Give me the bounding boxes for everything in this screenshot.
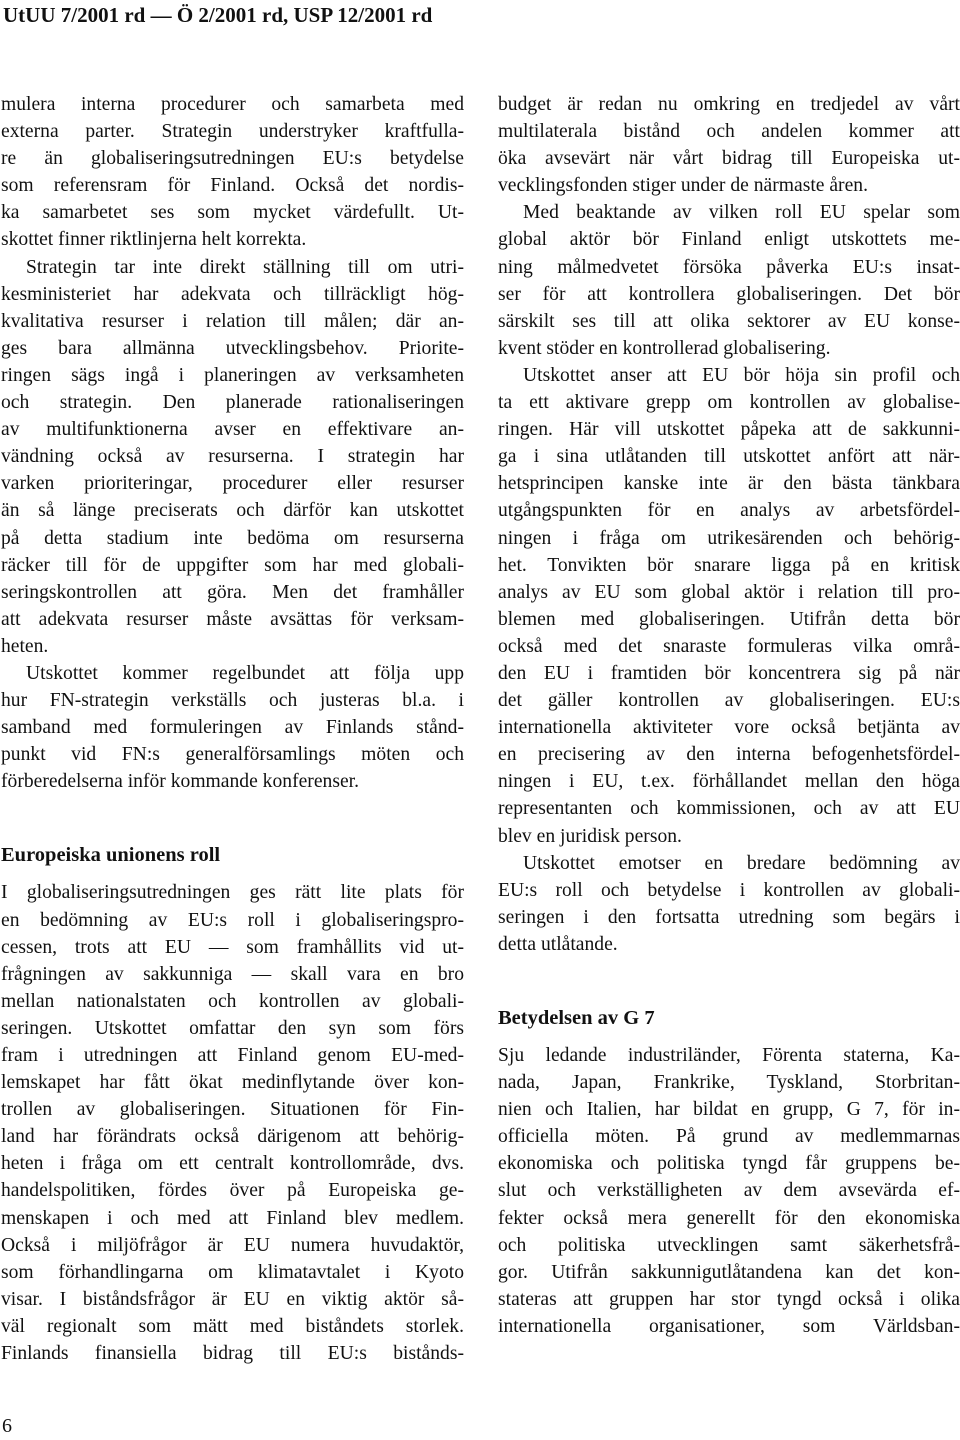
text-line: räcker till för de uppgifter som har med globali-	[1, 554, 464, 576]
text-line: blev en juridisk person.	[498, 825, 682, 847]
text-line: seringskontrollen att göra. Men det framhåller	[1, 581, 464, 603]
text-line: utgångspunkten för en analys av arbetsfördel-	[498, 500, 960, 522]
text-line: menskapen i och med att Finland blev medlem.	[1, 1207, 464, 1229]
text-line: Utskottet anser att EU bör höja sin profil och	[523, 364, 960, 386]
text-line: heten.	[1, 635, 49, 657]
text-line: trollen av globaliseringen. Situationen för Fin-	[1, 1099, 464, 1121]
text-line: externa parter. Strategin understryker kraftfulla-	[1, 121, 464, 143]
text-line: het. Tonvikten bör snarare ligga på en kritisk	[498, 554, 960, 576]
text-line: ringen. Här vill utskottet påpeka att de sakkunni-	[498, 419, 960, 441]
left-paragraph-3	[1, 660, 464, 795]
text-line: en bedömning av EU:s roll i globaliseringspro-	[1, 909, 464, 931]
text-line: ka samarbetet ses som mycket värdefullt. Ut-	[1, 202, 464, 224]
text-line: fekter också mera generellt för den ekonomiska	[498, 1207, 960, 1229]
text-line: vändning också av resurserna. I strategin har	[1, 446, 464, 468]
text-line: budget är redan nu omkring en tredjedel av vårt	[498, 94, 960, 115]
text-line: land har förändrats också därigenom att behörig-	[1, 1126, 464, 1148]
right-paragraph-5	[498, 1042, 960, 1340]
text-line: varken prioriteringar, procedurer eller resurser	[1, 473, 464, 495]
text-line: samband med formuleringen av Finlands stånd-	[1, 717, 464, 739]
text-line: ser för att kontrollera globaliseringen. Det bör	[498, 283, 960, 305]
text-line: och politiska utvecklingen samt säkerhetsfrå-	[498, 1234, 960, 1256]
right-paragraph-3	[498, 362, 960, 850]
text-line: officiella möten. På grund av medlemmarnas	[498, 1126, 960, 1148]
text-line: lemskapet har fått ökat medinflytande över kon-	[1, 1072, 464, 1094]
text-line: visar. I biståndsfrågor är EU en viktig aktör så-	[1, 1288, 464, 1310]
text-line: Med beaktande av vilken roll EU spelar som	[523, 202, 960, 224]
text-line: kvalitativa resurser i relation till målen; där an-	[1, 310, 464, 332]
section-heading-eu-role: Europeiska unionens roll	[1, 844, 221, 867]
text-line: frågningen av sakkunniga — skall vara en bro	[1, 963, 464, 985]
text-line: särskilt ses till att olika sektorer av EU konse-	[498, 310, 960, 332]
left-paragraph-2	[1, 254, 464, 660]
text-line: nada, Japan, Frankrike, Tyskland, Storbritan-	[498, 1072, 960, 1094]
text-line: på detta stadium inte bedöma om resurserna	[1, 527, 464, 549]
page-number: 6	[2, 1415, 12, 1437]
text-line: Utskottet emotser en bredare bedömning av	[523, 852, 960, 874]
text-line: ta ett aktivare grepp om kontrollen av globalise-	[498, 392, 960, 414]
text-line: att adekvata resurser måste avsättas för verksam-	[1, 608, 464, 630]
text-line: av multifunktionerna avser en effektivare an-	[1, 419, 464, 441]
text-line: I globaliseringsutredningen ges rätt lite plats för	[1, 882, 464, 904]
text-line: internationella organisationer, som Världsban-	[498, 1315, 960, 1337]
text-line: skottet finner riktlinjerna helt korrekta.	[1, 229, 307, 251]
section-spacer	[1, 795, 464, 842]
text-line: hetsprincipen kanske inte är den bästa tänkbara	[498, 473, 960, 495]
text-line: hur FN-strategin verkställs och justeras bl.a. i	[1, 690, 464, 712]
right-paragraph-2	[498, 199, 960, 362]
right-column	[498, 91, 960, 1340]
section-spacer	[498, 958, 960, 1005]
text-line: ningen i fråga om utrikesärenden och behörig-	[498, 527, 960, 549]
text-line: global aktör bör Finland enligt utskottets me-	[498, 229, 960, 251]
text-line: handelspolitiken, fördes över på Europeiska ge-	[1, 1180, 464, 1202]
text-line: mellan nationalstaten och kontrollen av globali-	[1, 990, 464, 1012]
text-line: cessen, trots att EU — som framhållits vid ut-	[1, 936, 464, 958]
text-line: heten i fråga om ett centralt kontrollområde, dvs.	[1, 1153, 464, 1175]
text-line: än så länge preciserats och därför kan utskottet	[1, 500, 464, 522]
text-line: EU:s roll och betydelse i kontrollen av globali-	[498, 879, 960, 901]
text-line: internationella aktiviteter vore också betjänta av	[498, 717, 960, 739]
text-line: ning målmedvetet försöka påverka EU:s insat-	[498, 256, 960, 278]
text-line: kvent stöder en kontrollerad globalisering.	[498, 337, 831, 359]
right-paragraph-1	[498, 91, 960, 199]
text-line: Också i miljöfrågor är EU numera huvudaktör,	[1, 1234, 464, 1256]
text-line: detta utlåtande.	[498, 933, 618, 955]
right-paragraph-4	[498, 850, 960, 958]
text-line: stateras att gruppen har stor tyngd också i olika	[498, 1288, 960, 1310]
text-line: re än globaliseringsutredningen EU:s betydelse	[1, 148, 464, 170]
text-line: öka avsevärt när vårt bidrag till Europeiska ut-	[498, 148, 960, 170]
section-heading-g7: Betydelsen av G 7	[498, 1007, 655, 1029]
left-paragraph-4	[1, 879, 464, 1367]
text-line: ga i sina utlåtanden till utskottet anfört att när-	[498, 446, 960, 468]
text-line: Strategin tar inte direkt ställning till om utri-	[26, 256, 464, 278]
text-line: Finlands finansiella bidrag till EU:s bistånds-	[1, 1343, 464, 1365]
text-line: gor. Utifrån sakkunnigutlåtandena kan det kon-	[498, 1261, 960, 1283]
text-line: punkt vid FN:s generalförsamlings möten och	[1, 744, 464, 766]
left-column	[1, 91, 464, 1367]
left-paragraph-1	[1, 91, 464, 254]
text-line: som förhandlingarna om klimatavtalet i Kyoto	[1, 1261, 464, 1283]
text-line: väl regionalt som mätt med biståndets storlek.	[1, 1315, 464, 1337]
text-line: ekonomiska och politiska tyngd får gruppens be-	[498, 1153, 960, 1175]
text-line: Utskottet kommer regelbundet att följa upp	[26, 662, 464, 684]
text-line: vecklingsfonden stiger under de närmaste åren.	[498, 175, 868, 197]
text-line: Sju ledande industriländer, Förenta staterna, Ka-	[498, 1045, 960, 1066]
text-line: det gäller kontrollen av globaliseringen. EU:s	[498, 690, 960, 712]
text-line: fram i utredningen att Finland genom EU-med-	[1, 1045, 464, 1066]
text-line: analys av EU som global aktör i relation till pro-	[498, 581, 960, 603]
text-line: mulera interna procedurer och samarbeta med	[1, 94, 464, 115]
text-line: ges bara allmänna utvecklingsbehov. Priorite-	[1, 337, 464, 359]
text-line: ringen sägs ingå i planeringen av verksamheten	[1, 364, 464, 386]
text-line: ningen i EU, t.ex. förhållandet mellan den höga	[498, 771, 960, 793]
text-line: och strategin. Den planerade rationaliseringen	[1, 392, 464, 414]
text-line: också med det snaraste formuleras vilka områ-	[498, 635, 960, 657]
text-line: nien och Italien, har bildat en grupp, G 7, för in-	[498, 1099, 960, 1121]
text-line: som referensram för Finland. Också det nordis-	[1, 175, 464, 197]
text-line: representanten och kommissionen, och av att EU	[498, 798, 960, 820]
text-line: förberedelserna inför kommande konferenser.	[1, 771, 359, 793]
text-line: en precisering av den interna befogenhetsfördel-	[498, 744, 960, 766]
text-line: blemen med globaliseringen. Utifrån detta bör	[498, 608, 960, 630]
text-line: kesministeriet har adekvata och tillräckligt hög-	[1, 283, 464, 305]
text-line: seringen i den fortsatta utredning som begärs i	[498, 906, 960, 928]
text-line: slut och verkställigheten av dem avsevärda ef-	[498, 1180, 960, 1202]
text-line: multilaterala bistånd och andelen kommer att	[498, 121, 960, 143]
running-header: UtUU 7/2001 rd — Ö 2/2001 rd, USP 12/2001 rd	[3, 3, 433, 27]
text-line: den EU i framtiden bör koncentrera sig på när	[498, 662, 960, 684]
text-line: seringen. Utskottet omfattar den syn som förs	[1, 1017, 464, 1039]
